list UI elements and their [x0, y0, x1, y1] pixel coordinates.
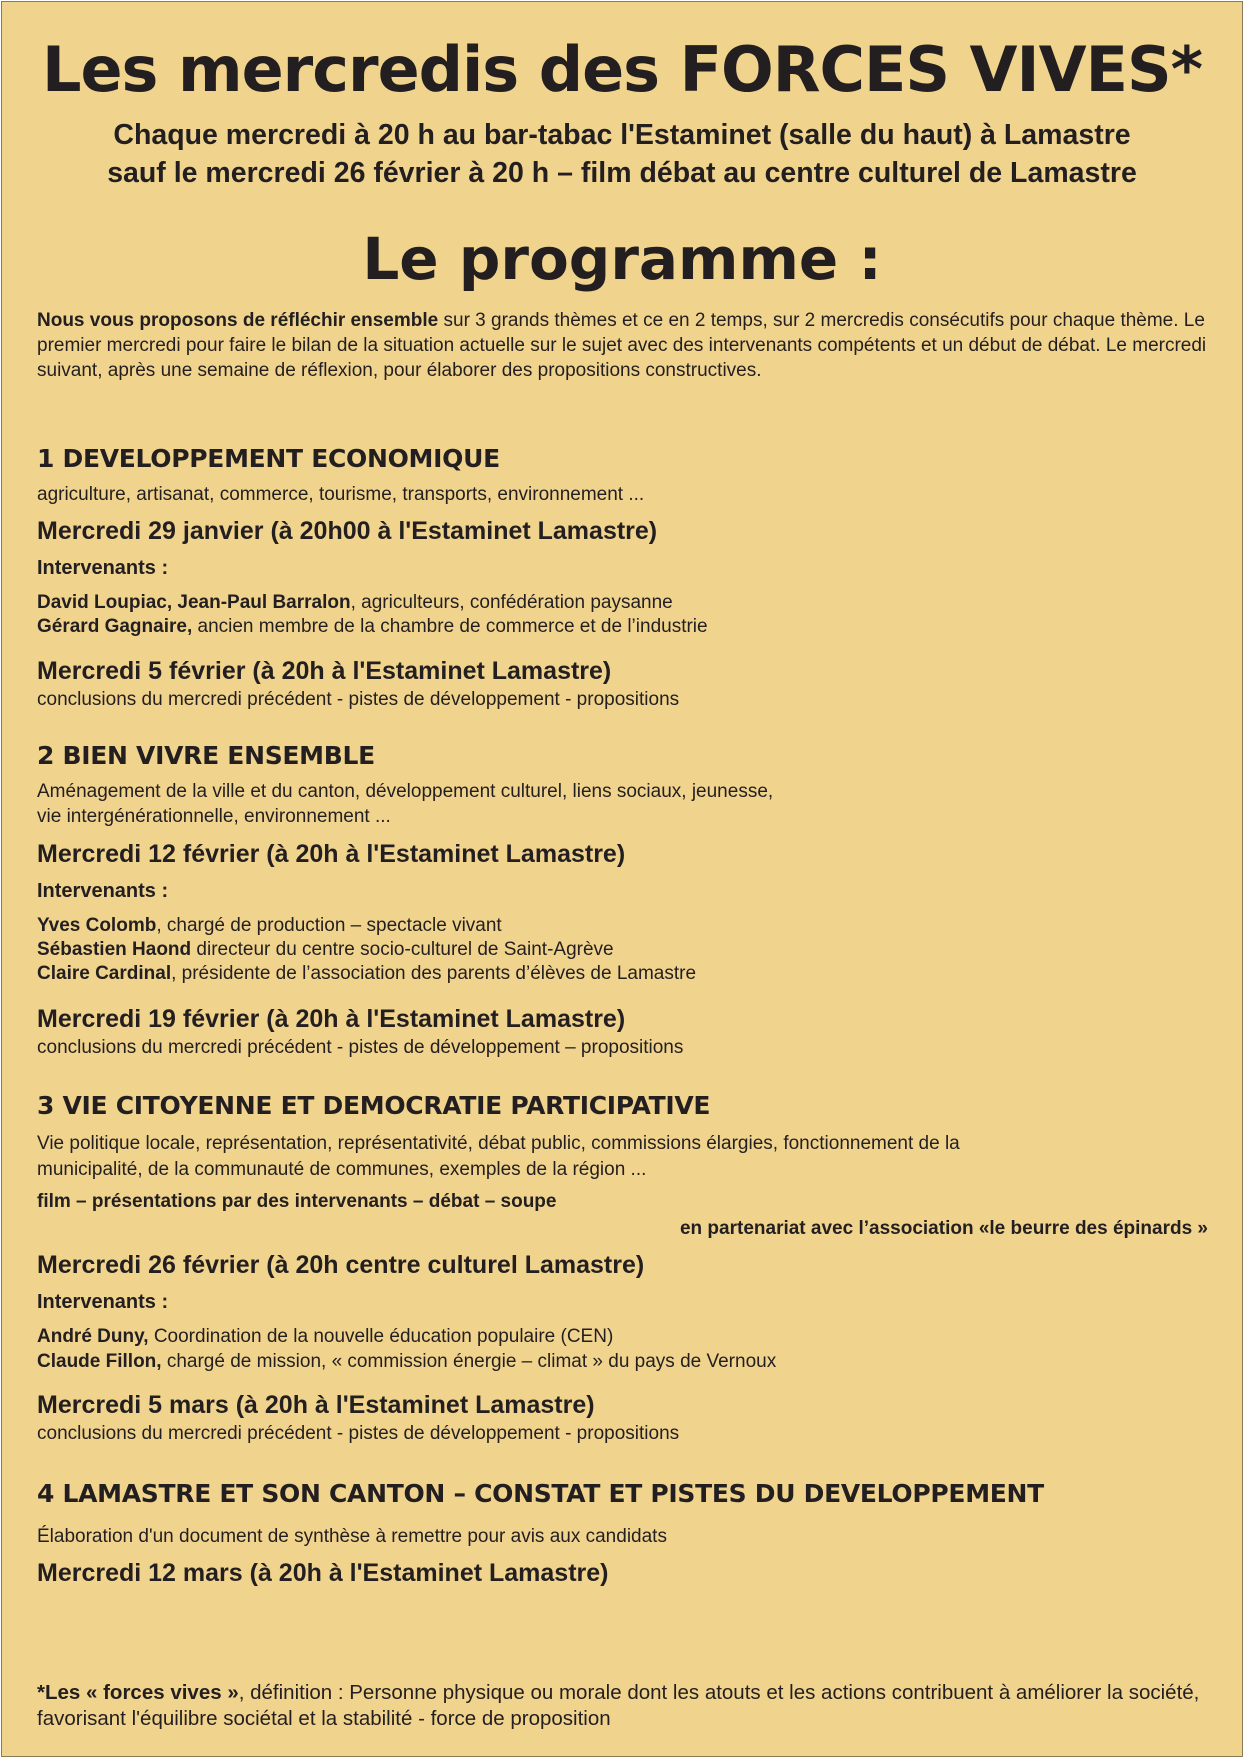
section-1-date-2: Mercredi 5 février (à 20h à l'Estaminet Lamastre) — [37, 657, 612, 685]
section-2-conclusions: conclusions du mercredi précédent - pistes de développement – propositions — [37, 1037, 684, 1058]
person-role: , agriculteurs, confédération paysanne — [350, 592, 673, 613]
subtitle-line-2: sauf le mercredi 26 février à 20 h – film débat au centre culturel de Lamastre — [107, 157, 1137, 189]
section-1-intervenants-heading: Intervenants : — [37, 557, 169, 579]
subtitle-line-1: Chaque mercredi à 20 h au bar-tabac l'Estaminet (salle du haut) à Lamastre — [113, 119, 1131, 151]
footnote-text: , définition : Personne physique ou morale dont les atouts et les actions contribuent à améliorer la société, favorisant l'équilibre sociétal et la stabilité - force de proposition — [37, 1681, 1200, 1730]
person-role: ancien membre de la chambre de commerce et de l’industrie — [192, 616, 708, 637]
section-4-title: 4 LAMASTRE ET SON CANTON – CONSTAT ET PISTES DU DEVELOPPEMENT — [37, 1479, 1044, 1508]
person-role: , chargé de production – spectacle vivant — [156, 915, 502, 936]
section-3-title: 3 VIE CITOYENNE ET DEMOCRATIE PARTICIPATIVE — [37, 1091, 711, 1120]
poster-subtitle — [2, 116, 1242, 192]
section-3-person-1 — [37, 1325, 613, 1349]
section-3-intervenants-heading: Intervenants : — [37, 1291, 169, 1313]
section-4-date-1: Mercredi 12 mars (à 20h à l'Estaminet Lamastre) — [37, 1559, 609, 1587]
section-3-topics-line-1: Vie politique locale, représentation, représentativité, débat public, commissions élargies, fonctionnement de la — [37, 1133, 960, 1154]
section-2-person-1 — [37, 914, 502, 938]
section-2-person-2 — [37, 938, 614, 962]
intro-bold: Nous vous proposons de réfléchir ensemble — [37, 310, 439, 331]
footnote-bold: *Les « forces vives » — [37, 1681, 239, 1704]
person-name: David Loupiac, Jean-Paul Barralon — [37, 592, 351, 613]
section-3-conclusions: conclusions du mercredi précédent - pistes de développement - propositions — [37, 1423, 680, 1444]
section-1-person-1 — [37, 591, 673, 615]
section-2-topics-line-1: Aménagement de la ville et du canton, développement culturel, liens sociaux, jeunesse, — [37, 781, 774, 802]
person-role: , présidente de l’association des parents d’élèves de Lamastre — [171, 963, 697, 984]
section-3-topics-line-2: municipalité, de la communauté de communes, exemples de la région ... — [37, 1159, 647, 1180]
section-3-partner-line: en partenariat avec l’association «le beurre des épinards » — [679, 1218, 1208, 1239]
intro-paragraph — [37, 308, 1217, 383]
section-2-date-2: Mercredi 19 février (à 20h à l'Estaminet Lamastre) — [37, 1005, 626, 1033]
section-2-person-3 — [37, 962, 696, 986]
section-1-date-1: Mercredi 29 janvier (à 20h00 à l'Estaminet Lamastre) — [37, 517, 658, 545]
section-2-date-1: Mercredi 12 février (à 20h à l'Estaminet Lamastre) — [37, 840, 626, 868]
section-1-title: 1 DEVELOPPEMENT ECONOMIQUE — [37, 444, 500, 473]
section-1-topics: agriculture, artisanat, commerce, tourisme, transports, environnement ... — [37, 484, 645, 505]
intro-text: sur 3 grands thèmes et ce en 2 temps, sur 2 mercredis consécutifs pour chaque thème. Le premier mercredi pour faire le bilan de la situation actuelle sur le sujet avec des intervenants compétents et un début de débat. Le mercredi suivant, après une semaine de réflexion, pour élaborer des propositions constructives. — [37, 310, 1207, 381]
poster-title: Les mercredis des FORCES VIVES* — [41, 33, 1203, 106]
section-3-date-1: Mercredi 26 février (à 20h centre culturel Lamastre) — [37, 1251, 645, 1279]
footnote — [37, 1680, 1227, 1732]
section-2-intervenants-heading: Intervenants : — [37, 880, 169, 902]
section-3-film-line: film – présentations par des intervenants – débat – soupe — [37, 1191, 557, 1212]
person-role: Coordination de la nouvelle éducation populaire (CEN) — [148, 1326, 614, 1347]
programme-title: Le programme : — [362, 225, 882, 293]
person-name: André Duny, — [37, 1326, 149, 1347]
person-name: Claude Fillon, — [37, 1351, 162, 1372]
section-3-date-2: Mercredi 5 mars (à 20h à l'Estaminet Lamastre) — [37, 1391, 595, 1419]
section-2-title: 2 BIEN VIVRE ENSEMBLE — [37, 741, 375, 770]
section-1-person-2 — [37, 615, 708, 639]
person-role: directeur du centre socio-culturel de Saint-Agrève — [191, 939, 614, 960]
section-3-person-2 — [37, 1350, 776, 1374]
person-name: Gérard Gagnaire, — [37, 616, 193, 637]
section-1-conclusions: conclusions du mercredi précédent - pistes de développement - propositions — [37, 689, 680, 710]
section-2-topics-line-2: vie intergénérationnelle, environnement ... — [37, 806, 391, 827]
person-name: Claire Cardinal — [37, 963, 172, 984]
poster — [1, 1, 1243, 1757]
person-role: chargé de mission, « commission énergie – climat » du pays de Vernoux — [161, 1351, 777, 1372]
person-name: Sébastien Haond — [37, 939, 192, 960]
person-name: Yves Colomb — [37, 915, 157, 936]
section-4-topics: Élaboration d'un document de synthèse à remettre pour avis aux candidats — [37, 1526, 667, 1547]
